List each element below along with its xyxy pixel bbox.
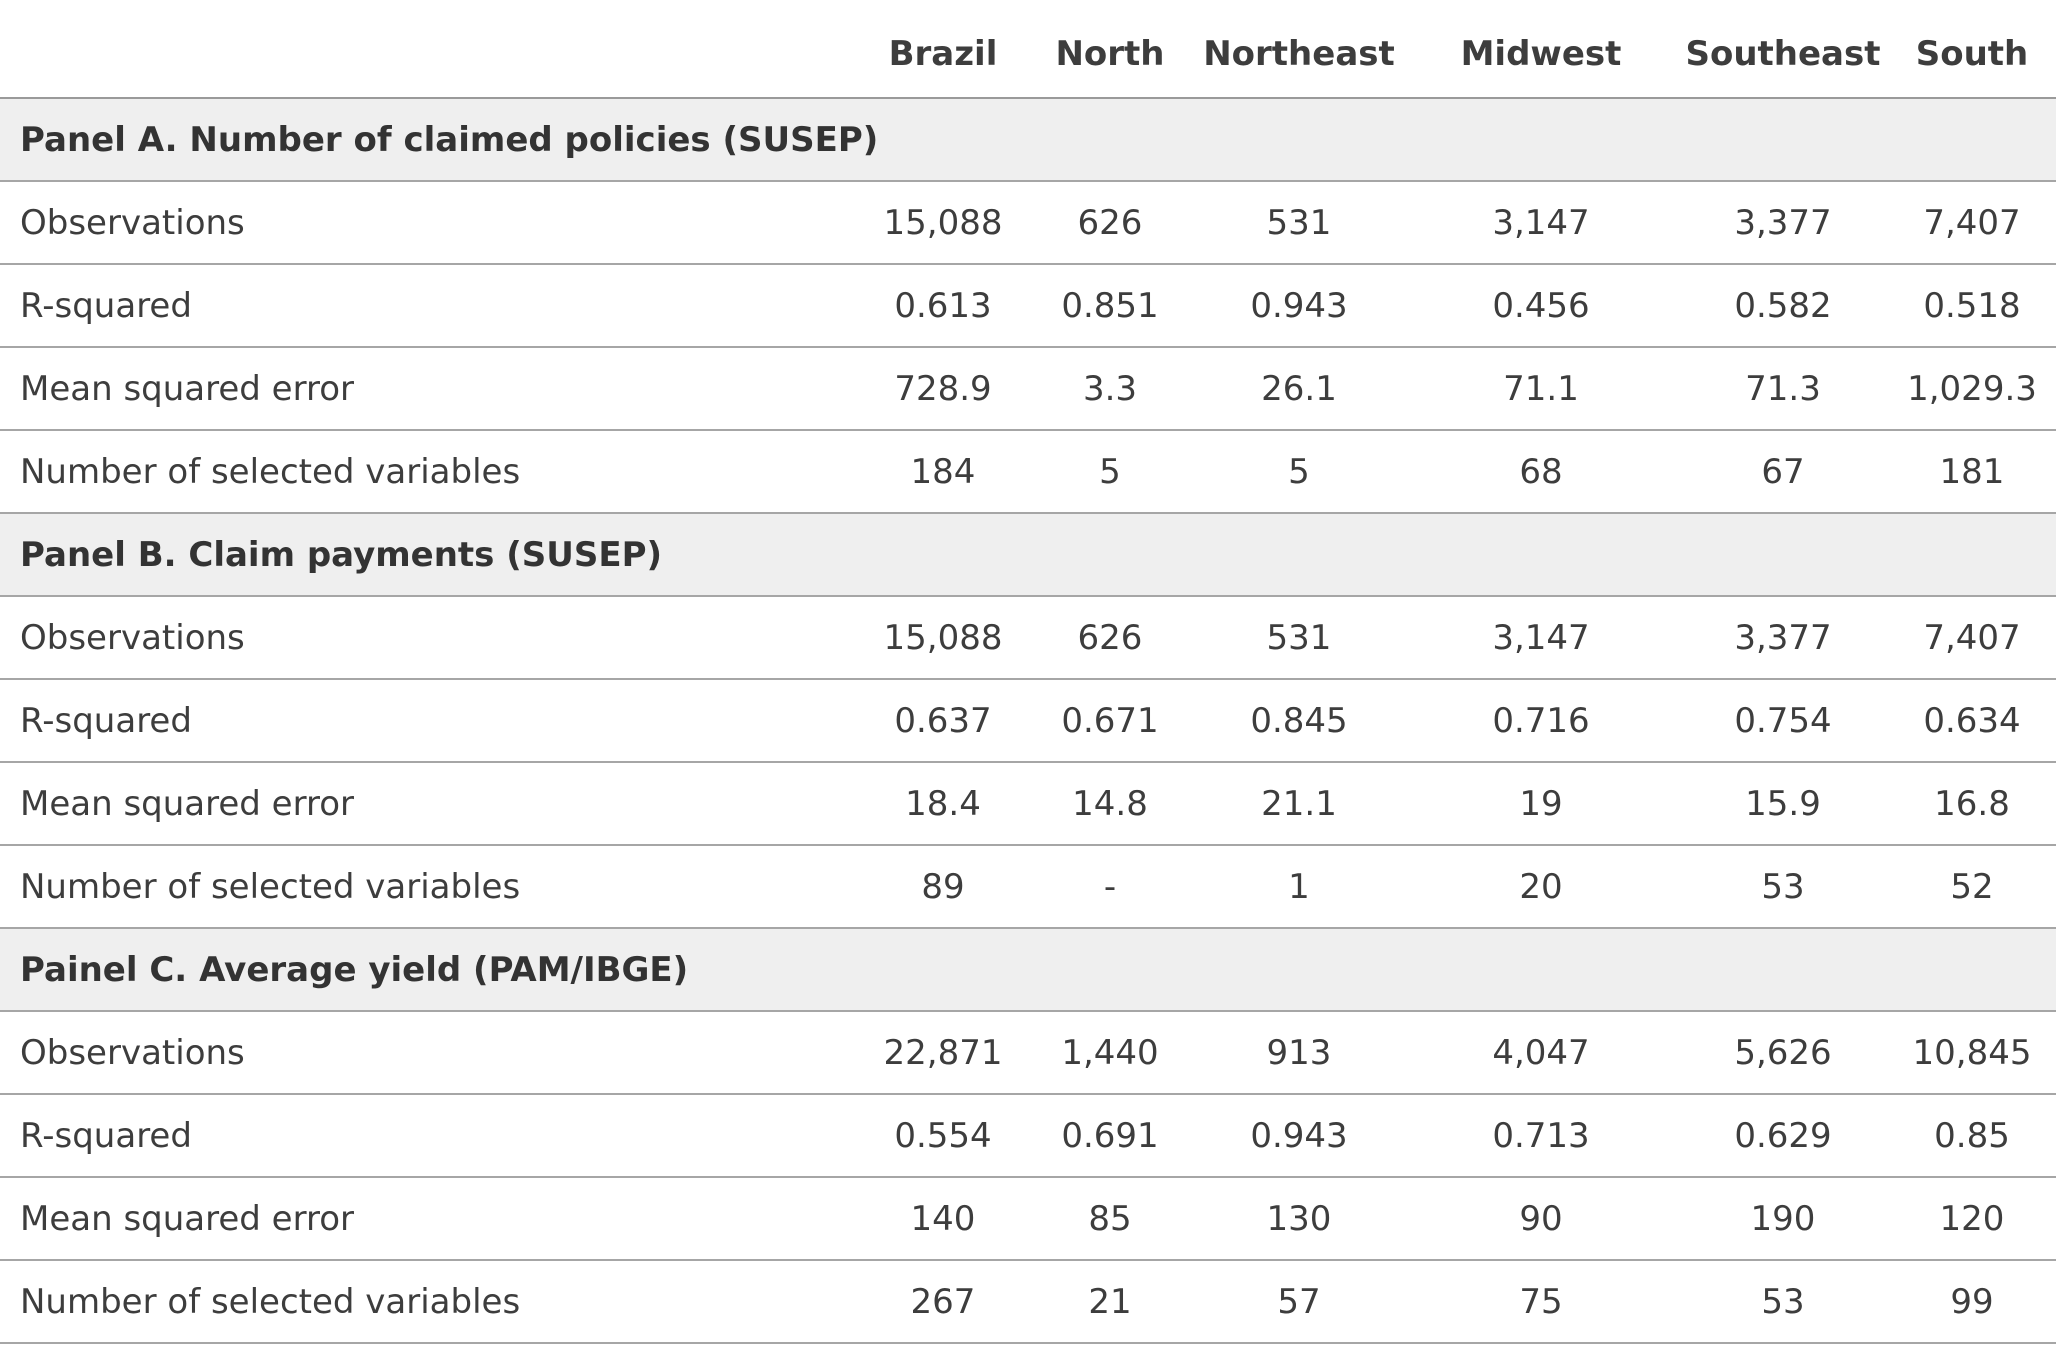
table-row — [0, 347, 2056, 430]
header-midwest: Midwest — [1404, 0, 1678, 98]
cell-northeast: 913 — [1194, 1011, 1404, 1094]
cell-southeast: 67 — [1678, 430, 1888, 513]
cell-north: 0.671 — [1026, 679, 1194, 762]
table-row — [0, 845, 2056, 928]
cell-midwest: 4,047 — [1404, 1011, 1678, 1094]
cell-brazil: 15,088 — [860, 181, 1026, 264]
cell-southeast: 0.629 — [1678, 1094, 1888, 1177]
header-label-column — [0, 0, 860, 98]
cell-north: 1,440 — [1026, 1011, 1194, 1094]
cell-north: - — [1026, 845, 1194, 928]
table-header — [0, 0, 2056, 98]
cell-brazil: 140 — [860, 1177, 1026, 1260]
cell-north: 21 — [1026, 1260, 1194, 1343]
row-label: Observations — [0, 181, 860, 264]
row-label: R-squared — [0, 1094, 860, 1177]
cell-southeast: 0.754 — [1678, 679, 1888, 762]
cell-northeast: 0.845 — [1194, 679, 1404, 762]
panel-a-header-row — [0, 98, 2056, 181]
cell-midwest: 90 — [1404, 1177, 1678, 1260]
header-south: South — [1888, 0, 2056, 98]
cell-north: 0.851 — [1026, 264, 1194, 347]
cell-northeast: 0.943 — [1194, 264, 1404, 347]
cell-midwest: 0.456 — [1404, 264, 1678, 347]
panel-b-title: Panel B. Claim payments (SUSEP) — [0, 513, 2056, 596]
cell-brazil: 267 — [860, 1260, 1026, 1343]
cell-north: 626 — [1026, 181, 1194, 264]
cell-north: 5 — [1026, 430, 1194, 513]
cell-south: 52 — [1888, 845, 2056, 928]
row-label: R-squared — [0, 264, 860, 347]
cell-midwest: 75 — [1404, 1260, 1678, 1343]
cell-north: 0.691 — [1026, 1094, 1194, 1177]
table-row — [0, 1177, 2056, 1260]
row-label: R-squared — [0, 679, 860, 762]
cell-south: 10,845 — [1888, 1011, 2056, 1094]
table-row — [0, 596, 2056, 679]
cell-northeast: 57 — [1194, 1260, 1404, 1343]
table-row — [0, 430, 2056, 513]
panel-a-title: Panel A. Number of claimed policies (SUSEP) — [0, 98, 2056, 181]
cell-south: 0.85 — [1888, 1094, 2056, 1177]
cell-brazil: 0.554 — [860, 1094, 1026, 1177]
cell-northeast: 531 — [1194, 181, 1404, 264]
cell-south: 1,029.3 — [1888, 347, 2056, 430]
cell-southeast: 5,626 — [1678, 1011, 1888, 1094]
cell-brazil: 0.613 — [860, 264, 1026, 347]
cell-midwest: 0.713 — [1404, 1094, 1678, 1177]
row-label: Mean squared error — [0, 347, 860, 430]
cell-south: 7,407 — [1888, 181, 2056, 264]
cell-south: 120 — [1888, 1177, 2056, 1260]
cell-northeast: 0.943 — [1194, 1094, 1404, 1177]
header-southeast: Southeast — [1678, 0, 1888, 98]
cell-south: 181 — [1888, 430, 2056, 513]
cell-midwest: 3,147 — [1404, 596, 1678, 679]
cell-northeast: 531 — [1194, 596, 1404, 679]
cell-north: 626 — [1026, 596, 1194, 679]
cell-northeast: 21.1 — [1194, 762, 1404, 845]
table-body — [0, 98, 2056, 1343]
cell-southeast: 3,377 — [1678, 596, 1888, 679]
cell-northeast: 130 — [1194, 1177, 1404, 1260]
cell-southeast: 15.9 — [1678, 762, 1888, 845]
cell-midwest: 19 — [1404, 762, 1678, 845]
cell-northeast: 1 — [1194, 845, 1404, 928]
cell-brazil: 22,871 — [860, 1011, 1026, 1094]
cell-north: 3.3 — [1026, 347, 1194, 430]
header-north: North — [1026, 0, 1194, 98]
cell-brazil: 89 — [860, 845, 1026, 928]
row-label: Observations — [0, 1011, 860, 1094]
table-row — [0, 762, 2056, 845]
table-row — [0, 1260, 2056, 1343]
cell-midwest: 0.716 — [1404, 679, 1678, 762]
cell-brazil: 728.9 — [860, 347, 1026, 430]
cell-north: 14.8 — [1026, 762, 1194, 845]
cell-northeast: 5 — [1194, 430, 1404, 513]
table-row — [0, 264, 2056, 347]
table-row — [0, 679, 2056, 762]
cell-south: 7,407 — [1888, 596, 2056, 679]
cell-southeast: 190 — [1678, 1177, 1888, 1260]
table-row — [0, 1094, 2056, 1177]
panel-c-header-row — [0, 928, 2056, 1011]
row-label: Mean squared error — [0, 1177, 860, 1260]
header-row — [0, 0, 2056, 98]
header-brazil: Brazil — [860, 0, 1026, 98]
panel-c-title: Painel C. Average yield (PAM/IBGE) — [0, 928, 2056, 1011]
cell-south: 99 — [1888, 1260, 2056, 1343]
cell-south: 16.8 — [1888, 762, 2056, 845]
cell-southeast: 3,377 — [1678, 181, 1888, 264]
row-label: Number of selected variables — [0, 430, 860, 513]
row-label: Number of selected variables — [0, 1260, 860, 1343]
table-row — [0, 181, 2056, 264]
cell-midwest: 3,147 — [1404, 181, 1678, 264]
row-label: Mean squared error — [0, 762, 860, 845]
cell-brazil: 184 — [860, 430, 1026, 513]
cell-midwest: 71.1 — [1404, 347, 1678, 430]
cell-southeast: 53 — [1678, 1260, 1888, 1343]
cell-brazil: 18.4 — [860, 762, 1026, 845]
cell-southeast: 71.3 — [1678, 347, 1888, 430]
cell-north: 85 — [1026, 1177, 1194, 1260]
cell-midwest: 68 — [1404, 430, 1678, 513]
cell-south: 0.634 — [1888, 679, 2056, 762]
table-row — [0, 1011, 2056, 1094]
cell-southeast: 0.582 — [1678, 264, 1888, 347]
row-label: Number of selected variables — [0, 845, 860, 928]
cell-brazil: 0.637 — [860, 679, 1026, 762]
cell-southeast: 53 — [1678, 845, 1888, 928]
cell-brazil: 15,088 — [860, 596, 1026, 679]
row-label: Observations — [0, 596, 860, 679]
cell-northeast: 26.1 — [1194, 347, 1404, 430]
cell-midwest: 20 — [1404, 845, 1678, 928]
panel-b-header-row — [0, 513, 2056, 596]
cell-south: 0.518 — [1888, 264, 2056, 347]
header-northeast: Northeast — [1194, 0, 1404, 98]
